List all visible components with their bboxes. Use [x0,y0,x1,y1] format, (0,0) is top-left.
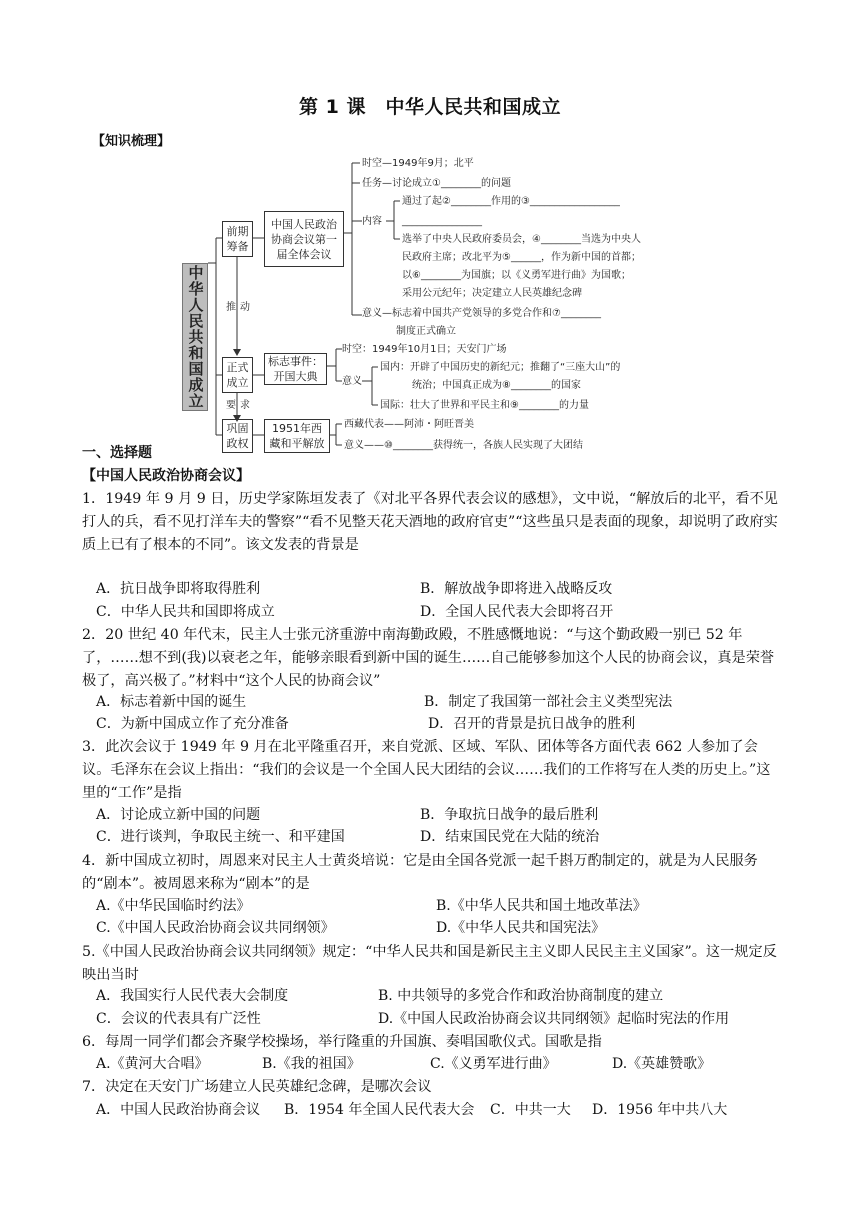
link-label-demand: 要求 [226,400,254,411]
line-c1: 通过了起②________作用的③__________________ [402,196,620,207]
line-tibet-rep: 西藏代表——阿沛・阿旺晋美 [344,419,474,430]
line-sig3: 意义——⑩________获得统一，各族人民实现了大团结 [344,440,583,451]
line-c2: 选举了中央人民政府委员会，④________当选为中央人 [402,234,641,245]
branch-consolidation [222,419,253,453]
question-6-stem: 6．每周一同学们都会齐聚学校操场，举行隆重的升国旗、奏唱国歌仪式。国歌是指 [82,1034,602,1050]
event-founding-ceremony [264,353,327,385]
q5-option-c[interactable]: C．会议的代表具有广泛性 [96,1011,261,1027]
link-label-push: 推动 [226,302,254,313]
branch-label: 正式成立 [226,361,249,389]
root-label: 中华人民共和国成立 [186,265,205,409]
q1-option-a[interactable]: A．抗日战争即将取得胜利 [96,581,261,597]
event-label: 1951年西藏和平解放 [269,422,325,450]
q6-option-d[interactable]: D.《英雄赞歌》 [612,1056,712,1072]
event-label: 标志事件：开国大典 [268,355,323,383]
q7-option-a[interactable]: A．中国人民政治协商会议 [96,1102,261,1118]
q1-option-b[interactable]: B．解放战争即将进入战略反攻 [420,581,613,597]
q6-option-c[interactable]: C.《义勇军进行曲》 [430,1056,557,1072]
knowledge-header: 【知识梳理】 [92,134,171,149]
line-domestic: 国内：开辟了中国历史的新纪元；推翻了“三座大山”的 [380,362,621,373]
question-2-stem: 2．20 世纪 40 年代末，民主人士张元济重游中南海勤政殿，不胜感慨地说：“与这个勤政殿一别已 52 年了，……想不到(我)以衰老之年，能够亲眼看到新中国的诞生……自己能够参加这个人民的协商会议，真是荣誉极了，高兴极了。”材料中“这个人民的协商会议” [82,627,775,689]
q3-option-c[interactable]: C．进行谈判，争取民主统一、和平建国 [96,829,345,845]
q5-option-a[interactable]: A．我国实行人民代表大会制度 [96,988,289,1004]
branch-preparation [222,221,253,257]
q2-option-a[interactable]: A．标志着新中国的诞生 [96,694,247,710]
event-cppcc-session [264,211,344,267]
q1-option-d[interactable]: D．全国人民代表大会即将召开 [420,604,614,620]
q7-option-b[interactable]: B．1954 年全国人民代表大会 [284,1102,475,1118]
branch-label: 前期筹备 [226,225,249,253]
q4-option-d[interactable]: D.《中华人民共和国宪法》 [436,920,606,936]
line-c3: 民政府主席；改北平为⑤______，作为新中国的首都； [402,252,641,263]
q5-option-d[interactable]: D.《中国人民政治协商会议共同纲领》起临时宪法的作用 [378,1011,730,1027]
line-international: 国际：壮大了世界和平民主和⑨________的力量 [380,400,589,411]
page-title: 第 1 课 中华人民共和国成立 [299,96,561,118]
question-1-stem: 1．1949 年 9 月 9 日，历史学家陈垣发表了《对北平各界代表会议的感想》，文中说，“解放后的北平，看不见打人的兵，看不见打洋车夫的警察”“看不见整天花天酒地的政府官吏”“这些虽只是表面的现象，却说明了政府实质上已有了根本的不同”。该文发表的背景是 [82,491,778,553]
q4-option-b[interactable]: B.《中华人民共和国土地改革法》 [436,898,647,914]
q4-option-c[interactable]: C.《中国人民政治协商会议共同纲领》 [96,920,335,936]
q6-option-a[interactable]: A.《黄河大合唱》 [96,1056,209,1072]
line-c5: 采用公元纪年；决定建立人民英雄纪念碑 [402,288,582,299]
line-content: 内容 [362,216,382,227]
q2-option-d[interactable]: D．召开的背景是抗日战争的胜利 [428,716,636,732]
line-task: 任务—讨论成立①________的问题 [362,178,511,189]
line-sig1b: 制度正式确立 [396,326,456,337]
subsection-header: 【中国人民政治协商会议】 [82,468,250,484]
q3-option-b[interactable]: B．争取抗日战争的最后胜利 [420,807,599,823]
q2-option-b[interactable]: B．制定了我国第一部社会主义类型宪法 [424,694,673,710]
branch-founding [222,357,253,393]
q3-option-a[interactable]: A．讨论成立新中国的问题 [96,807,261,823]
line-c1b: ________________ [402,216,482,227]
line-domestic2: 统治；中国真正成为⑧________的国家 [412,380,581,391]
event-label: 中国人民政治协商会议第一届全体会议 [271,217,337,261]
q4-option-a[interactable]: A.《中华民国临时约法》 [96,898,251,914]
line-c4: 以⑥________为国旗；以《义勇军进行曲》为国歌； [402,270,631,281]
branch-label: 巩固政权 [226,422,249,450]
section-header: 一、选择题 [82,445,152,461]
q7-option-c[interactable]: C．中共一大 [490,1102,571,1118]
line-sig2: 意义 [342,376,362,387]
line-time2: 时空：1949年10月1日；天安门广场 [342,344,507,355]
mind-map [180,153,700,458]
q3-option-d[interactable]: D．结束国民党在大陆的统治 [420,829,600,845]
q6-option-b[interactable]: B.《我的祖国》 [262,1056,361,1072]
question-3-stem: 3．此次会议于 1949 年 9 月在北平隆重召开，来自党派、区域、军队、团体等各方面代表 662 人参加了会议。毛泽东在会议上指出：“我们的会议是一个全国人民大团结的会议……我们的工作将写在人类的历史上。”这里的“工作”是指 [82,739,771,801]
question-5-stem: 5.《中国人民政治协商会议共同纲领》规定：“中华人民共和国是新民主主义即人民民主主义国家”。这一规定反映出当时 [82,944,777,983]
question-7-stem: 7．决定在天安门广场建立人民英雄纪念碑，是哪次会议 [82,1079,432,1095]
question-4-stem: 4．新中国成立初时，周恩来对民主人士黄炎培说：它是由全国各党派一起千斟万酌制定的，就是为人民服务的“剧本”。被周恩来称为“剧本”的是 [82,853,758,892]
line-sig1: 意义—标志着中国共产党领导的多党合作和⑦________ [362,308,601,319]
q5-option-b[interactable]: B. 中共领导的多党合作和政治协商制度的建立 [378,988,664,1004]
mind-map-root [182,263,208,411]
q7-option-d[interactable]: D．1956 年中共八大 [592,1102,728,1118]
q1-option-c[interactable]: C．中华人民共和国即将成立 [96,604,275,620]
line-time1: 时空—1949年9月；北平 [362,158,474,169]
event-tibet-liberation [264,419,330,453]
q2-option-c[interactable]: C．为新中国成立作了充分准备 [96,716,289,732]
